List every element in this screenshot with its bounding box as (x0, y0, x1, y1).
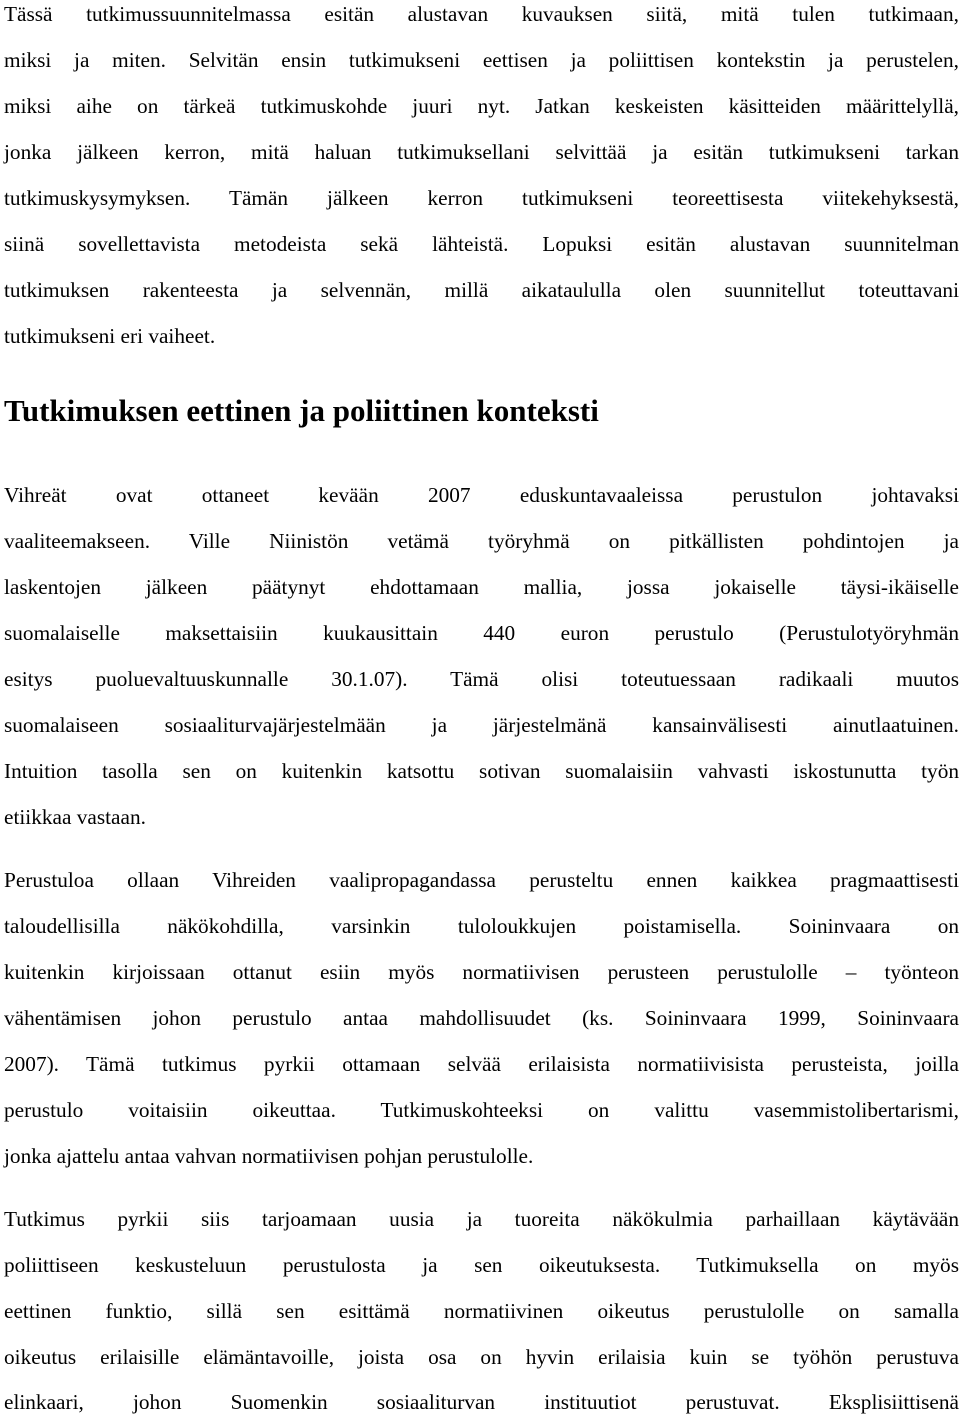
intro-line: jonka jälkeen kerron, mitä haluan tutkimuksellani selvittää ja esitän tutkimukseni tarkan (4, 140, 959, 164)
paragraph-line: vähentämisen johon perustulo antaa mahdollisuudet (ks. Soininvaara 1999, Soininvaara (4, 1006, 959, 1030)
paragraph-line: poliittiseen keskusteluun perustulosta ja sen oikeutuksesta. Tutkimuksella on myös (4, 1253, 959, 1277)
intro-line: tutkimuksen rakenteesta ja selvennän, millä aikataululla olen suunnitellut toteuttavani (4, 278, 959, 302)
paragraph-line: suomalaiselle maksettaisiin kuukausittain 440 euron perustulo (Perustulotyöryhmän (4, 621, 959, 645)
paragraph-line: 2007). Tämä tutkimus pyrkii ottamaan selvää erilaisista normatiivisista perusteista, joilla (4, 1052, 959, 1076)
paragraph-line: Perustuloa ollaan Vihreiden vaalipropagandassa perusteltu ennen kaikkea pragmaattisesti (4, 868, 959, 892)
section-heading: Tutkimuksen eettinen ja poliittinen konteksti (4, 393, 599, 428)
paragraph-line: suomalaiseen sosiaaliturvajärjestelmään ja järjestelmänä kansainvälisesti ainutlaatuinen. (4, 713, 959, 737)
intro-line: miksi ja miten. Selvitän ensin tutkimukseni eettisen ja poliittisen kontekstin ja perustelen, (4, 48, 959, 72)
intro-line: siinä sovellettavista metodeista sekä lähteistä. Lopuksi esitän alustavan suunnitelman (4, 232, 959, 256)
paragraph-line: jonka ajattelu antaa vahvan normatiivisen pohjan perustulolle. (4, 1144, 534, 1168)
paragraph-line: taloudellisilla näkökohdilla, varsinkin tuloloukkujen poistamisella. Soininvaara on (4, 914, 959, 938)
paragraph-line: eettinen funktio, sillä sen esittämä normatiivinen oikeutus perustulolle on samalla (4, 1299, 959, 1323)
paragraph-line: esitys puoluevaltuuskunnalle 30.1.07). Tämä olisi toteutuessaan radikaali muutos (4, 667, 959, 691)
paragraph-line: perustulo voitaisiin oikeuttaa. Tutkimuskohteeksi on valittu vasemmistolibertarismi, (4, 1098, 959, 1122)
paragraph-line: oikeutus erilaisille elämäntavoille, joista osa on hyvin erilaisia kuin se työhön perustuva (4, 1345, 959, 1369)
paragraph-line: Tutkimus pyrkii siis tarjoamaan uusia ja tuoreita näkökulmia parhaillaan käytävään (4, 1207, 959, 1231)
paragraph-line: elinkaari, johon Suomenkin sosiaaliturvan instituutiot perustuvat. Eksplisiittisenä (4, 1390, 959, 1414)
intro-line: miksi aihe on tärkeä tutkimuskohde juuri nyt. Jatkan keskeisten käsitteiden määrittelyllä, (4, 94, 959, 118)
paragraph-line: Intuition tasolla sen on kuitenkin katsottu sotivan suomalaisiin vahvasti iskostunutta työn (4, 759, 959, 783)
intro-line: Tässä tutkimussuunnitelmassa esitän alustavan kuvauksen siitä, mitä tulen tutkimaan, (4, 2, 959, 26)
intro-line: tutkimukseni eri vaiheet. (4, 324, 216, 348)
intro-line: tutkimuskysymyksen. Tämän jälkeen kerron tutkimukseni teoreettisesta viitekehyksestä, (4, 186, 959, 210)
paragraph-line: laskentojen jälkeen päätynyt ehdottamaan mallia, jossa jokaiselle täysi-ikäiselle (4, 575, 959, 599)
paragraph-line: vaaliteemakseen. Ville Niinistön vetämä työryhmä on pitkällisten pohdintojen ja (4, 529, 959, 553)
paragraph-line: kuitenkin kirjoissaan ottanut esiin myös normatiivisen perusteen perustulolle – työnteon (4, 960, 959, 984)
paragraph-line: etiikkaa vastaan. (4, 805, 146, 829)
paragraph-line: Vihreät ovat ottaneet kevään 2007 eduskuntavaaleissa perustulon johtavaksi (4, 483, 959, 507)
